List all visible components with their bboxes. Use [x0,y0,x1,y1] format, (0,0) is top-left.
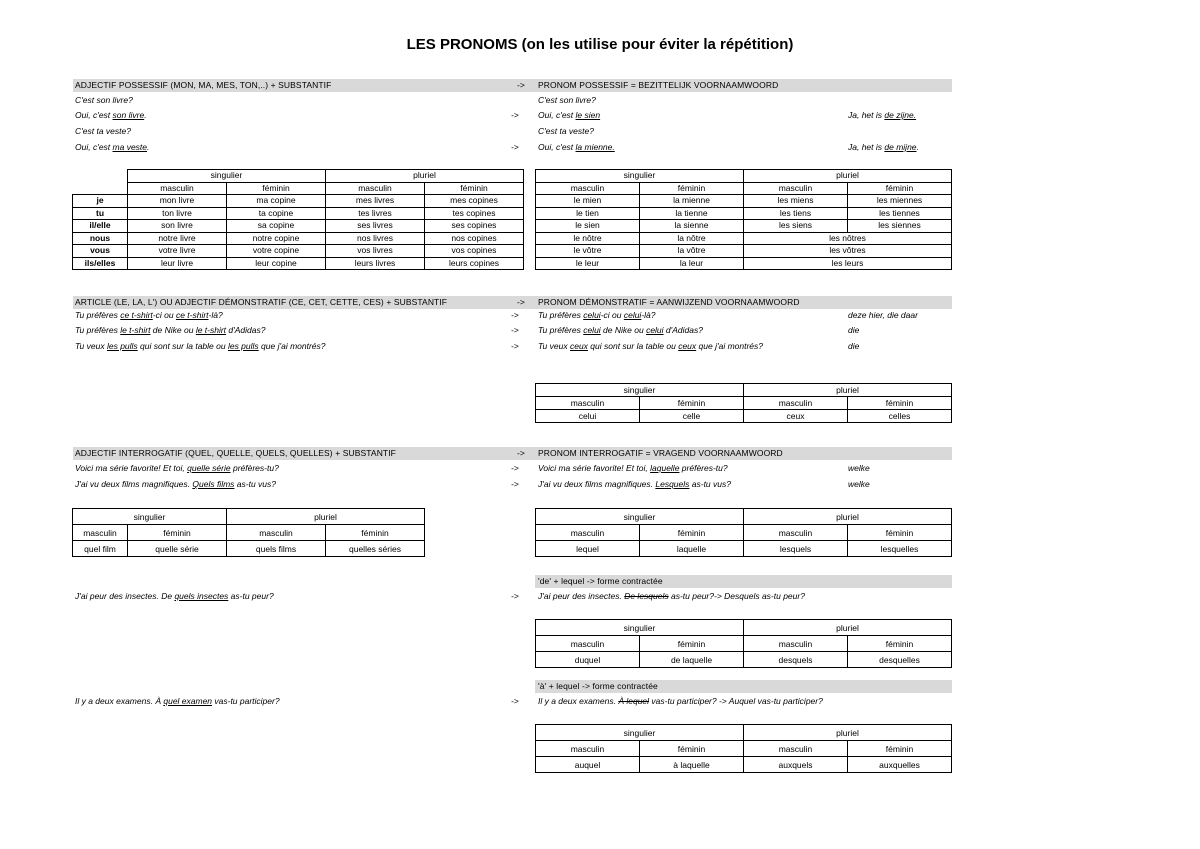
table-cell: la mienne [640,195,744,208]
table-row [536,410,952,423]
table-cell: notre copine [227,232,326,245]
table-cell: les leurs [744,257,952,270]
de-lequel-header: 'de' + lequel -> forme contractée [535,575,952,588]
table-cell: le nôtre [536,232,640,245]
a-lequel-left-line: Il y a deux examens. À quel examen vas-tu participer? [75,696,280,706]
table-cell: son livre [128,220,227,233]
table-cell: les nôtres [744,232,952,245]
possessive-pronoun-table [535,169,952,270]
possessif-left-line-2: Oui, c'est son livre. [75,110,147,120]
possessif-right-line-3: C'est ta veste? [538,126,594,136]
col-header: féminin [326,525,425,541]
interrogatif-right-header: PRONOM INTERROGATIF = VRAGEND VOORNAAMWOORD [535,447,952,460]
table-cell: leurs copines [425,257,524,270]
arrow: -> [511,341,519,351]
possessif-left-line-4: Oui, c'est ma veste. [75,142,150,152]
col-header: féminin [640,741,744,757]
table-row [73,195,524,208]
demonstrative-pronoun-table [535,383,952,423]
table-row [536,757,952,773]
table-row [536,620,952,636]
table-cell: sa copine [227,220,326,233]
header-singulier: singulier [128,170,326,183]
table-cell: les miennes [848,195,952,208]
table-row [73,525,425,541]
col-header: masculin [744,636,848,652]
table-cell: desquels [744,652,848,668]
table-cell: votre copine [227,245,326,258]
table-cell: ses copines [425,220,524,233]
table-cell: leur copine [227,257,326,270]
dutch-translation: welke [848,463,870,473]
col-header: féminin [848,182,952,195]
possessif-left-line-3: C'est ta veste? [75,126,131,136]
interrogative-adjective-table [72,508,425,557]
header-pluriel: pluriel [744,725,952,741]
interrogatif-right-line-1: Voici ma série favorite! Et toi, laquelle préfères-tu? [538,463,728,473]
demonstratif-right-header: PRONOM DÉMONSTRATIF = AANWIJZEND VOORNAAMWOORD [535,296,952,309]
col-header: féminin [640,397,744,410]
table-cell: lesquels [744,541,848,557]
table-row [536,257,952,270]
col-header: féminin [128,525,227,541]
col-header: masculin [536,636,640,652]
table-cell: ma copine [227,195,326,208]
header-singulier: singulier [536,509,744,525]
col-header: féminin [640,182,744,195]
table-cell: celle [640,410,744,423]
person-label: ils/elles [73,257,128,270]
table-cell: nos copines [425,232,524,245]
col-header: féminin [425,182,524,195]
header-pluriel: pluriel [744,509,952,525]
col-header: masculin [744,397,848,410]
col-header: féminin [848,397,952,410]
table-row [73,207,524,220]
table-cell: la vôtre [640,245,744,258]
a-lequel-header: 'à' + lequel -> forme contractée [535,680,952,693]
table-row [536,541,952,557]
col-header: masculin [227,525,326,541]
de-lequel-right-line: J'ai peur des insectes. De lesquels as-tu peur?-> Desquels as-tu peur? [538,591,805,601]
table-row [73,220,524,233]
header-arrow: -> [517,448,525,458]
arrow: -> [511,110,519,120]
col-header: masculin [744,182,848,195]
possessif-left-header: ADJECTIF POSSESSIF (MON, MA, MES, TON,..) + SUBSTANTIF -> [73,79,535,92]
possessive-adjective-table [72,169,524,270]
table-row [73,232,524,245]
table-row [73,541,425,557]
header-pluriel: pluriel [744,384,952,397]
dutch-translation: welke [848,479,870,489]
demonstratif-right-line-2: Tu préfères celui de Nike ou celui d'Adidas? [538,325,703,335]
table-cell: la nôtre [640,232,744,245]
col-header: masculin [128,182,227,195]
person-label: il/elle [73,220,128,233]
table-row [536,509,952,525]
arrow: -> [511,591,519,601]
table-cell: les tiennes [848,207,952,220]
table-row [536,195,952,208]
table-cell: quelles séries [326,541,425,557]
header-singulier: singulier [536,620,744,636]
demonstratif-right-line-3: Tu veux ceux qui sont sur la table ou ceux que j'ai montrés? [538,341,763,351]
page-title: LES PRONOMS (on les utilise pour éviter la répétition) [406,36,794,53]
table-row [536,182,952,195]
table-cell: la leur [640,257,744,270]
arrow: -> [511,142,519,152]
possessif-right-line-2: Oui, c'est le sien [538,110,601,120]
col-header: masculin [536,397,640,410]
col-header: masculin [536,182,640,195]
dutch-translation: Ja, het is de zijne. [848,110,917,120]
table-cell: le tien [536,207,640,220]
table-cell: ta copine [227,207,326,220]
table-cell: laquelle [640,541,744,557]
header-pluriel: pluriel [227,509,425,525]
possessif-right-line-4: Oui, c'est la mienne. [538,142,615,152]
demonstratif-left-line-1: Tu préfères ce t-shirt-ci ou ce t-shirt-là? [75,310,223,320]
table-cell: ton livre [128,207,227,220]
table-cell: les siens [744,220,848,233]
col-header: masculin [73,525,128,541]
table-cell: mes copines [425,195,524,208]
dutch-translation: Ja, het is de mijne. [848,142,919,152]
possessif-right-header: PRONOM POSSESSIF = BEZITTELIJK VOORNAAMWOORD [535,79,952,92]
table-cell: tes livres [326,207,425,220]
table-row [73,182,524,195]
dutch-translation: deze hier, die daar [848,310,918,320]
interrogatif-right-line-2: J'ai vu deux films magnifiques. Lesquels as-tu vus? [538,479,731,489]
col-header: féminin [227,182,326,195]
interrogatif-left-header: ADJECTIF INTERROGATIF (QUEL, QUELLE, QUELS, QUELLES) + SUBSTANTIF -> [73,447,535,460]
table-cell: celui [536,410,640,423]
col-header: masculin [744,525,848,541]
header-pluriel: pluriel [326,170,524,183]
table-cell: nos livres [326,232,425,245]
header-singulier: singulier [73,509,227,525]
dutch-translation: die [848,341,860,351]
table-cell: les tiens [744,207,848,220]
arrow: -> [511,310,519,320]
table-cell: les siennes [848,220,952,233]
de-lequel-table [535,619,952,668]
col-header: masculin [536,741,640,757]
table-cell: mes livres [326,195,425,208]
table-cell: vos livres [326,245,425,258]
table-row [536,525,952,541]
person-label: tu [73,207,128,220]
table-cell: tes copines [425,207,524,220]
interrogative-pronoun-table [535,508,952,557]
table-cell: quelle série [128,541,227,557]
table-cell: de laquelle [640,652,744,668]
possessif-left-line-1: C'est son livre? [75,95,133,105]
table-cell: mon livre [128,195,227,208]
table-row [536,741,952,757]
person-label: je [73,195,128,208]
dutch-translation: die [848,325,860,335]
table-cell: auxquelles [848,757,952,773]
header-singulier: singulier [536,725,744,741]
table-cell: lesquelles [848,541,952,557]
table-cell: quel film [73,541,128,557]
arrow: -> [511,325,519,335]
table-cell: duquel [536,652,640,668]
table-cell: à laquelle [640,757,744,773]
table-row [536,245,952,258]
col-header: féminin [848,636,952,652]
table-row [536,636,952,652]
table-cell: les miens [744,195,848,208]
arrow: -> [511,696,519,706]
table-cell: le leur [536,257,640,270]
table-row [73,509,425,525]
demonstratif-left-header: ARTICLE (LE, LA, L') OU ADJECTIF DÉMONSTRATIF (CE, CET, CETTE, CES) + SUBSTANTIF -> [73,296,535,309]
table-row [536,725,952,741]
person-label: vous [73,245,128,258]
table-cell: notre livre [128,232,227,245]
arrow: -> [511,463,519,473]
col-header: masculin [536,525,640,541]
table-cell: lequel [536,541,640,557]
table-cell: le mien [536,195,640,208]
table-cell: les vôtres [744,245,952,258]
col-header: féminin [640,636,744,652]
table-cell: la tienne [640,207,744,220]
header-pluriel: pluriel [744,620,952,636]
table-row [536,232,952,245]
table-row [73,170,524,183]
arrow: -> [511,479,519,489]
table-cell: leur livre [128,257,227,270]
table-cell: votre livre [128,245,227,258]
table-row [73,245,524,258]
de-lequel-left-line: J'ai peur des insectes. De quels insectes as-tu peur? [75,591,274,601]
table-cell: leurs livres [326,257,425,270]
table-cell: la sienne [640,220,744,233]
a-lequel-right-line: Il y a deux examens. À lequel vas-tu participer? -> Auquel vas-tu participer? [538,696,823,706]
table-cell: ceux [744,410,848,423]
demonstratif-left-line-2: Tu préfères le t-shirt de Nike ou le t-shirt d'Adidas? [75,325,266,335]
col-header: masculin [326,182,425,195]
table-row [73,257,524,270]
header-singulier: singulier [536,170,744,183]
table-cell: quels films [227,541,326,557]
col-header: féminin [848,741,952,757]
person-label: nous [73,232,128,245]
table-row [536,652,952,668]
interrogatif-left-line-2: J'ai vu deux films magnifiques. Quels films as-tu vus? [75,479,276,489]
header-singulier: singulier [536,384,744,397]
header-arrow: -> [517,297,525,307]
table-row [536,384,952,397]
table-row [536,220,952,233]
col-header: masculin [744,741,848,757]
table-cell: ses livres [326,220,425,233]
a-lequel-table [535,724,952,773]
empty-cell [73,170,128,183]
table-cell: vos copines [425,245,524,258]
empty-cell [73,182,128,195]
header-pluriel: pluriel [744,170,952,183]
col-header: féminin [848,525,952,541]
possessif-right-line-1: C'est son livre? [538,95,596,105]
table-cell: desquelles [848,652,952,668]
demonstratif-left-line-3: Tu veux les pulls qui sont sur la table ou les pulls que j'ai montrés? [75,341,326,351]
table-cell: le vôtre [536,245,640,258]
table-row [536,207,952,220]
table-row [536,397,952,410]
table-cell: le sien [536,220,640,233]
table-cell: auxquels [744,757,848,773]
col-header: féminin [640,525,744,541]
header-arrow: -> [517,80,525,90]
demonstratif-right-line-1: Tu préfères celui-ci ou celui-là? [538,310,656,320]
interrogatif-left-line-1: Voici ma série favorite! Et toi, quelle série préfères-tu? [75,463,279,473]
table-cell: celles [848,410,952,423]
table-cell: auquel [536,757,640,773]
table-row [536,170,952,183]
